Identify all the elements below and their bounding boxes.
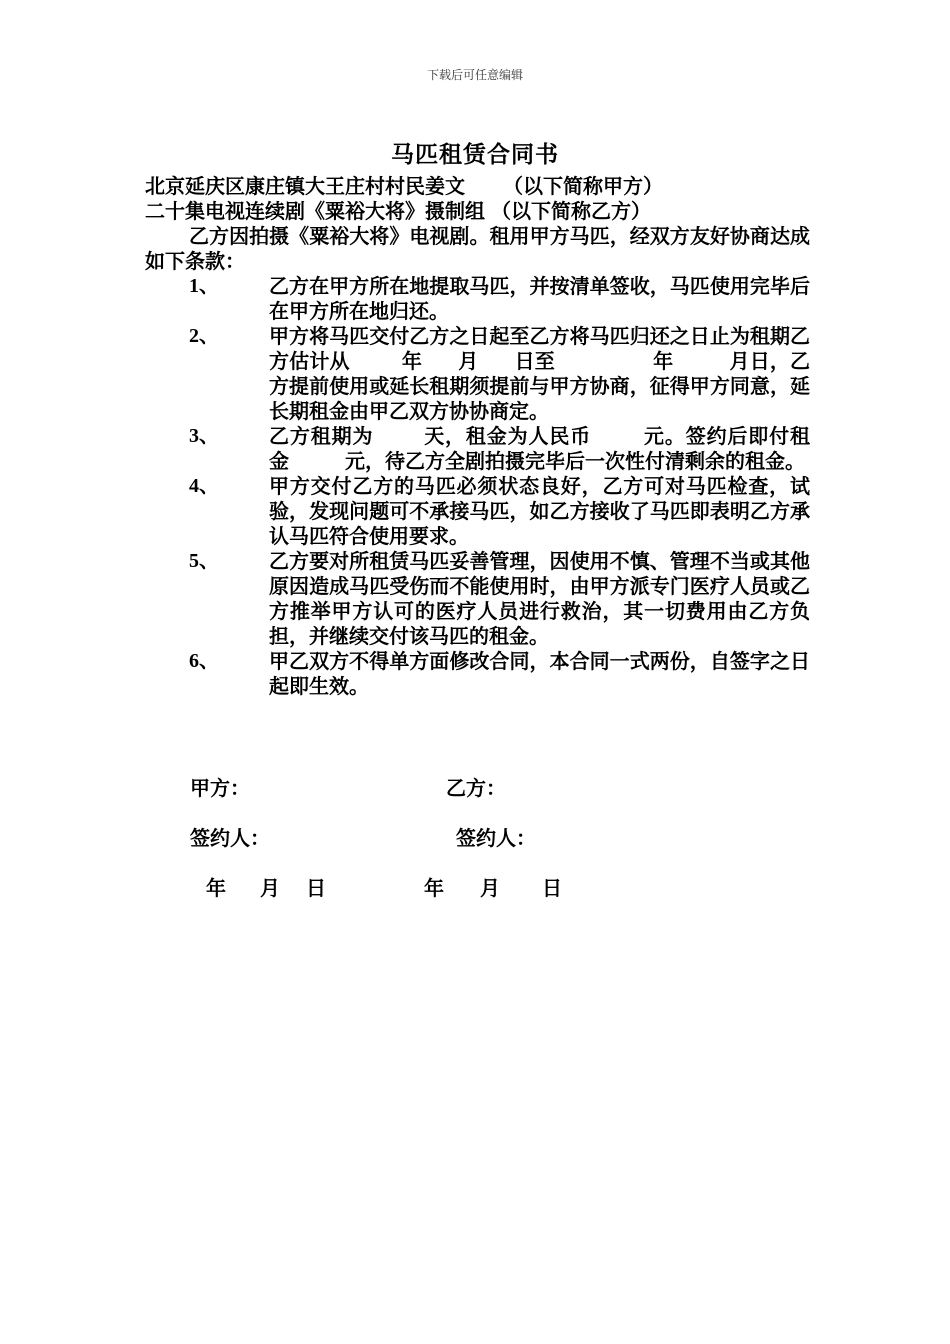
- party-a-name: 北京延庆区康庄镇大王庄村村民姜文: [145, 174, 465, 198]
- clause-number: 5、: [189, 550, 219, 572]
- header-note: 下载后可任意编辑: [426, 68, 523, 82]
- clause-number: 4、: [189, 475, 219, 497]
- clause-text: [269, 474, 810, 549]
- clause-text-part: 甲方交付乙方的马匹必须状态良好，乙方可对马匹检查，试验，发现问题可不承接马匹，如乙方接收了马匹即表明乙方承认马匹符合使用要求。: [269, 474, 810, 548]
- clause-number: 3、: [189, 425, 219, 447]
- clause-text: [269, 424, 810, 474]
- clause-number: 1、: [189, 275, 219, 297]
- party-b-name: 二十集电视连续剧《粟裕大将》摄制组: [145, 199, 485, 223]
- date-b-day: 日: [542, 876, 562, 900]
- party-a-alias: （以下简称甲方）: [503, 174, 663, 198]
- party-a-label: 甲方：: [190, 776, 250, 800]
- date-a-day: 日: [306, 876, 326, 900]
- party-b-line: [145, 199, 810, 224]
- clause-text-part: 日，乙方提前使用或延长租期须提前与甲方协商，征得甲方同意，延长期租金由甲乙双方协协商定。: [269, 349, 811, 423]
- clause-text: [269, 549, 810, 649]
- clause-number: 2、: [189, 325, 219, 347]
- clause-text: [269, 649, 810, 699]
- date-a-year: 年: [206, 876, 226, 900]
- blank-month-end: 月: [729, 349, 750, 373]
- clause-text-part: 天，租金为人民币: [423, 424, 592, 448]
- intro-paragraph: 乙方因拍摄《粟裕大将》电视剧。租用甲方马匹，经双方友好协商达成如下条款：: [145, 224, 810, 273]
- clause-3: [189, 424, 810, 474]
- clause-text-part: 甲方将马匹交付乙方之日起至乙方将马匹归还之日止为租期乙方估计从: [269, 324, 810, 373]
- clause-text: [269, 274, 810, 324]
- party-a-line: [145, 174, 810, 199]
- contract-body: [145, 174, 810, 699]
- blank-month: 月: [458, 349, 479, 373]
- clause-4: [189, 474, 810, 549]
- clause-text-part: 乙方租期为: [269, 424, 374, 448]
- date-b-month: 月: [480, 876, 500, 900]
- date-a-month: 月: [260, 876, 280, 900]
- clause-text-part: 乙方要对所租赁马匹妥善管理，因使用不慎、管理不当或其他原因造成马匹受伤而不能使用时，由甲方派专门医疗人员或乙方推举甲方认可的医疗人员进行救治，其一切费用由乙方负担，并继续交付该马匹的租金。: [269, 549, 810, 648]
- clause-text-part: 甲乙双方不得单方面修改合同，本合同一式两份，自签字之日起即生效。: [269, 649, 810, 698]
- blank-year-end: 年: [652, 349, 674, 373]
- clause-2: [189, 324, 810, 424]
- clause-text-part: 元。签约后即付租金: [269, 424, 811, 473]
- signer-b-label: 签约人：: [456, 826, 536, 850]
- clause-text-part: 元，待乙方全剧拍摄完毕后一次性付清剩余的租金。: [345, 449, 805, 473]
- party-b-alias: （以下简称乙方）: [491, 199, 651, 223]
- document-title: 马匹租赁合同书: [391, 141, 559, 168]
- clause-text: [269, 324, 810, 424]
- date-b-year: 年: [424, 876, 444, 900]
- clause-6: [189, 649, 810, 699]
- clause-5: [189, 549, 810, 649]
- clause-number: 6、: [189, 650, 219, 672]
- clause-text-part: 乙方在甲方所在地提取马匹，并按清单签收，马匹使用完毕后在甲方所在地归还。: [269, 274, 810, 323]
- blank-day-to: 日至: [514, 349, 555, 373]
- party-b-label: 乙方：: [446, 776, 506, 800]
- blank-year: 年: [401, 349, 423, 373]
- clause-1: [189, 274, 810, 324]
- signer-a-label: 签约人：: [190, 826, 270, 850]
